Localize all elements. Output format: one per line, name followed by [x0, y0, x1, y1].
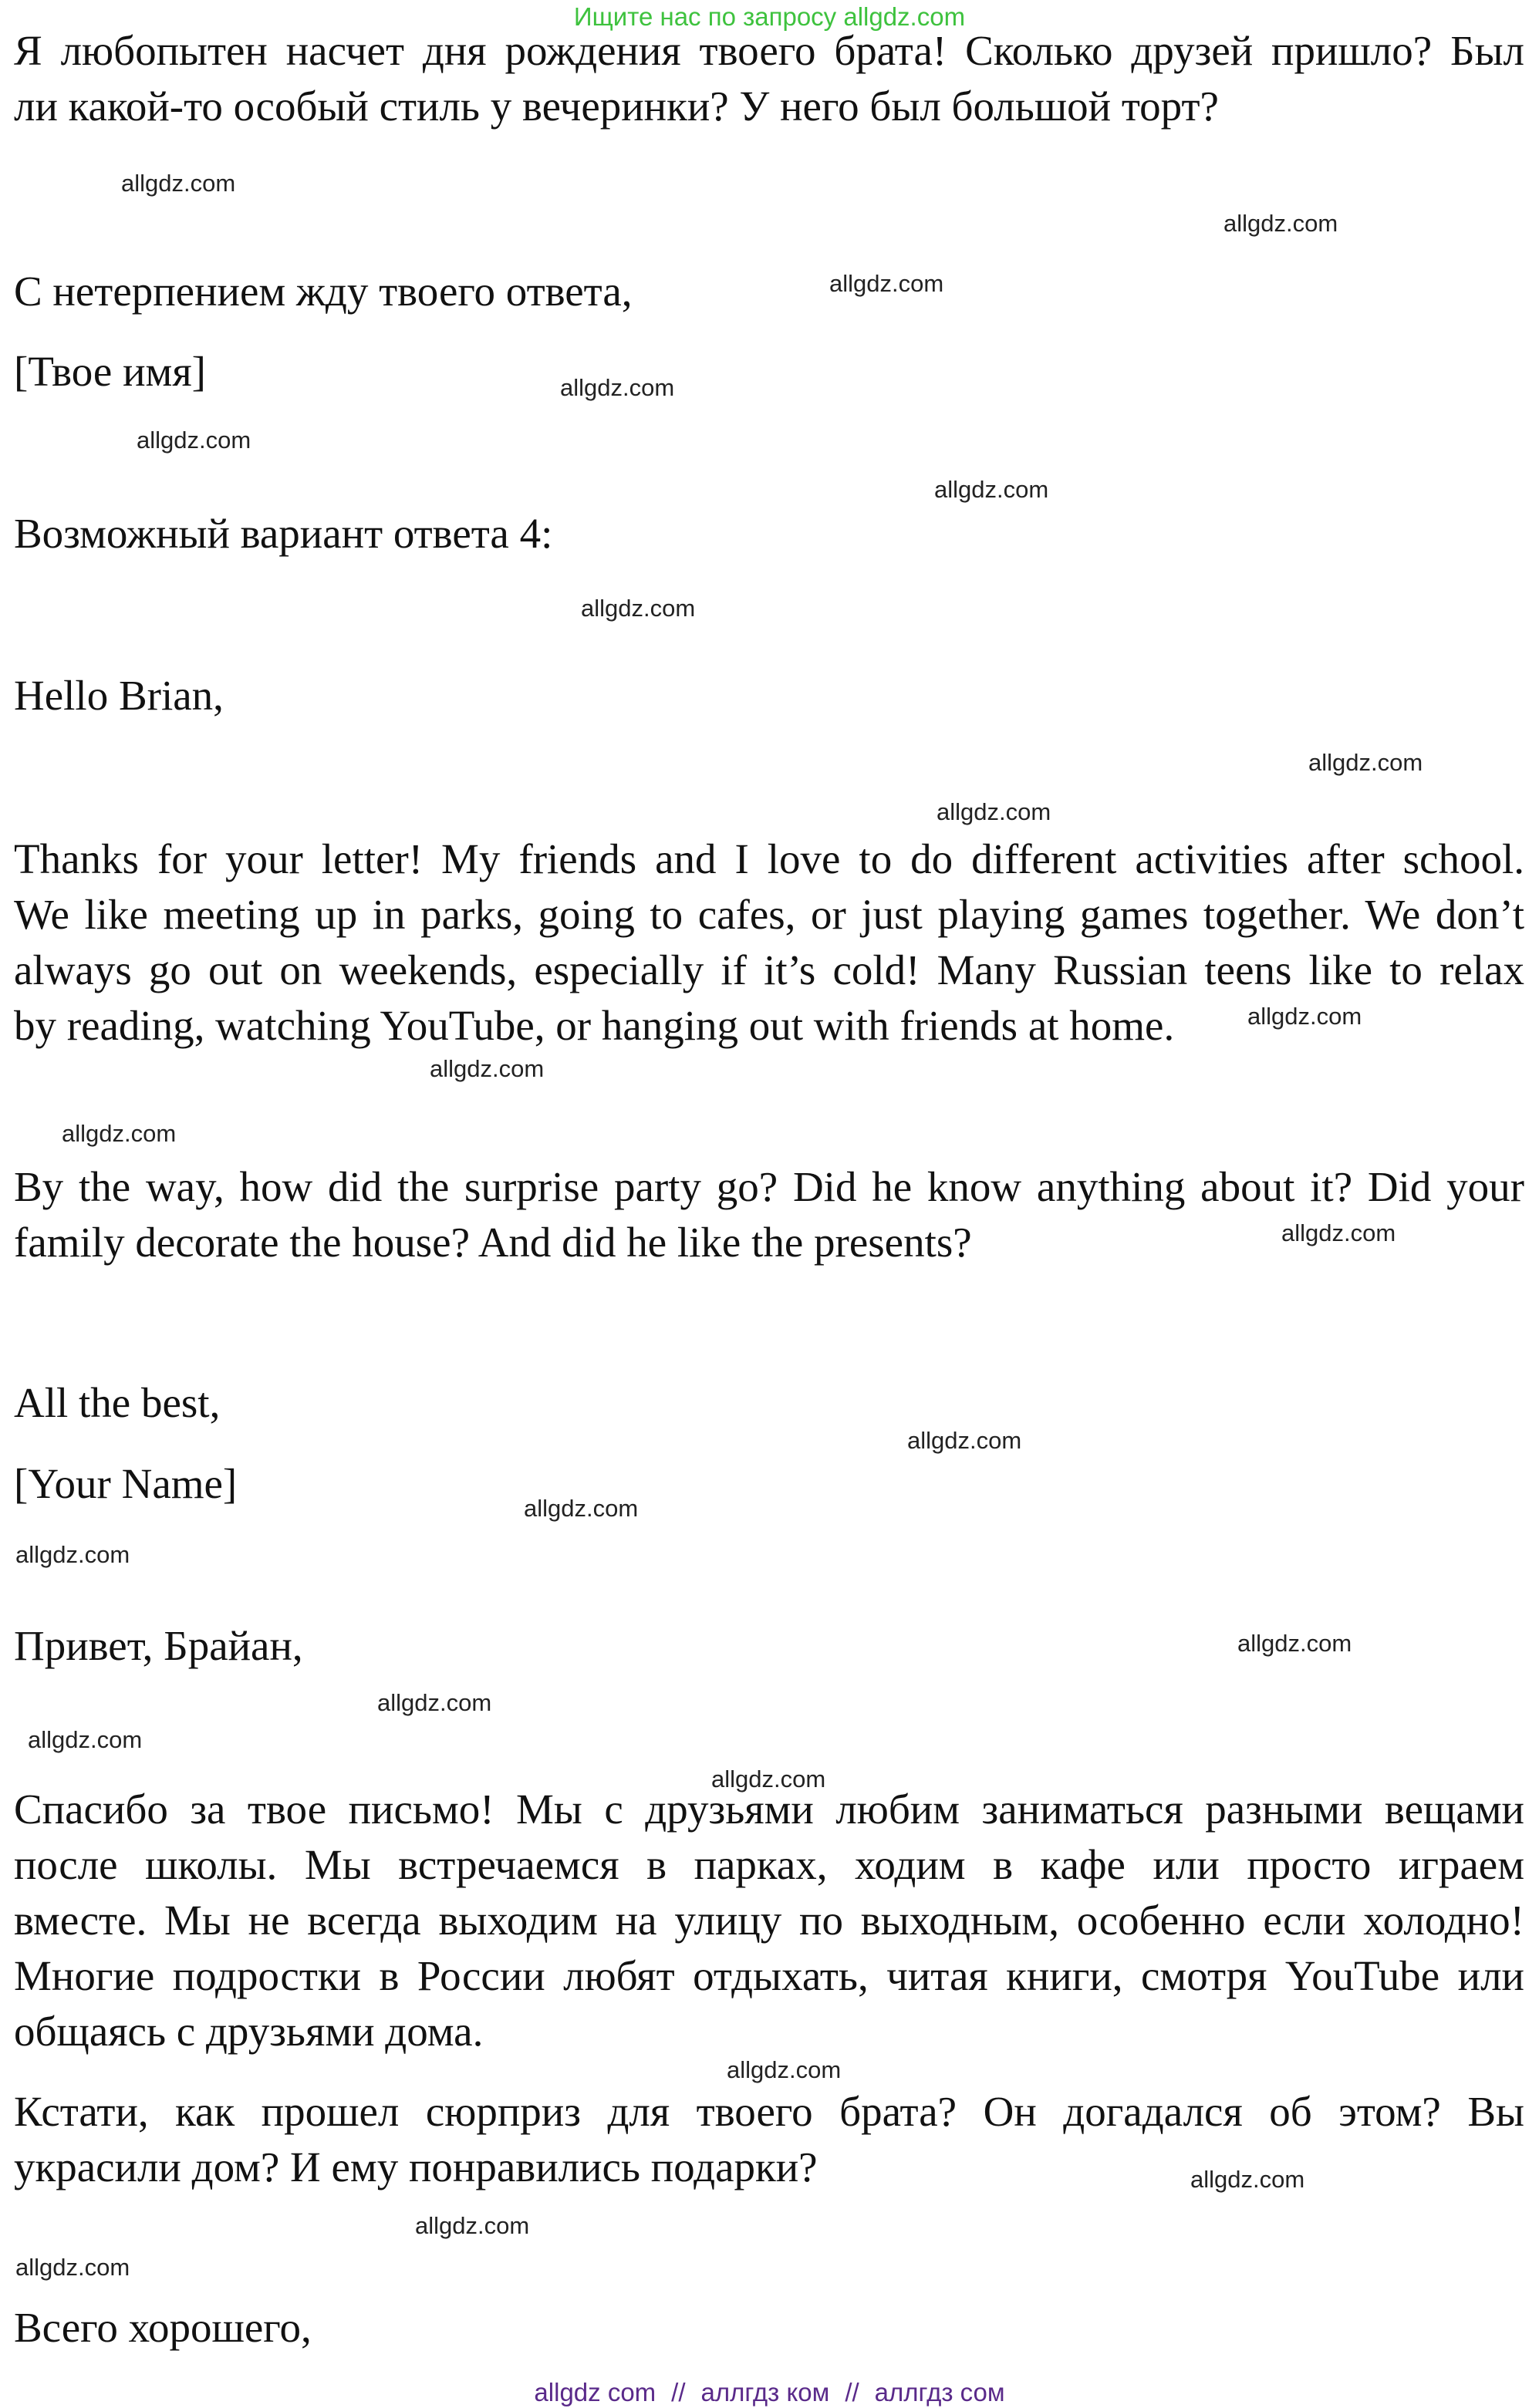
- watermark: allgdz.com: [415, 2212, 530, 2239]
- watermark: allgdz.com: [62, 1120, 177, 1147]
- watermark: allgdz.com: [1281, 1219, 1396, 1246]
- ru-closing-letter: Всего хорошего,: [14, 2304, 312, 2351]
- en-body2-line-1: By the way, how did the surprise party go? Did he know anything about it? Did your: [14, 1163, 1524, 1210]
- watermark: allgdz.com: [1190, 2166, 1305, 2193]
- ru-intro-line-1: Я любопытен насчет дня рождения твоего брата! Сколько друзей пришло? Был: [14, 27, 1524, 74]
- watermark: allgdz.com: [377, 1689, 492, 1716]
- watermark: allgdz.com: [121, 170, 236, 197]
- footer-link-allgdz-ru-alt[interactable]: аллгдз сом: [874, 2378, 1005, 2406]
- en-signature: [Your Name]: [14, 1460, 238, 1507]
- ru-body1-line-4: Многие подростки в России любят отдыхать, читая книги, смотря YouTube или: [14, 1952, 1524, 1999]
- watermark: allgdz.com: [727, 2056, 842, 2083]
- watermark: allgdz.com: [560, 374, 675, 401]
- watermark: allgdz.com: [524, 1495, 639, 1522]
- en-body1-line-2: We like meeting up in parks, going to cafes, or just playing games together. We don’t: [14, 891, 1524, 938]
- ru-body1-line-2: после школы. Мы встречаемся в парках, ходим в кафе или просто играем: [14, 1841, 1524, 1888]
- watermark: allgdz.com: [1247, 1003, 1362, 1030]
- watermark: allgdz.com: [15, 2254, 130, 2281]
- watermark: allgdz.com: [28, 1726, 143, 1753]
- en-body2-line-2: family decorate the house? And did he like the presents?: [14, 1219, 972, 1266]
- watermark: allgdz.com: [15, 1541, 130, 1568]
- header-banner: Ищите нас по запросу allgdz.com: [573, 2, 966, 31]
- watermark: allgdz.com: [829, 270, 944, 297]
- watermark: allgdz.com: [934, 476, 1049, 503]
- footer-separator: //: [671, 2378, 686, 2406]
- en-closing: All the best,: [14, 1379, 221, 1426]
- watermark: allgdz.com: [1308, 749, 1423, 776]
- ru-body1-line-5: общаясь с друзьями дома.: [14, 2008, 484, 2055]
- en-body1-line-3: always go out on weekends, especially if it’s cold! Many Russian teens like to relax: [14, 946, 1524, 993]
- footer-link-allgdz[interactable]: allgdz com: [534, 2378, 656, 2406]
- ru-body2-line-2: украсили дом? И ему понравились подарки?: [14, 2143, 818, 2190]
- ru-body1-line-3: вместе. Мы не всегда выходим на улицу по выходным, особенно если холодно!: [14, 1897, 1524, 1944]
- ru-closing-text: С нетерпением жду твоего ответа,: [14, 268, 633, 315]
- ru-greeting: Привет, Брайан,: [14, 1622, 303, 1669]
- footer-separator: //: [845, 2378, 859, 2406]
- ru-intro-line-2: ли какой-то особый стиль у вечеринки? У него был большой торт?: [14, 83, 1219, 130]
- watermark: allgdz.com: [937, 798, 1051, 825]
- en-body1-line-1: Thanks for your letter! My friends and I love to do different activities after school.: [14, 835, 1524, 882]
- watermark: allgdz.com: [907, 1427, 1022, 1454]
- ru-body-paragraph-1: [14, 1782, 1524, 2059]
- ru-body1-line-1: Спасибо за твое письмо! Мы с друзьями любим заниматься разными вещами: [14, 1786, 1524, 1833]
- en-body1-line-4: by reading, watching YouTube, or hanging out with friends at home.: [14, 1002, 1175, 1049]
- variant-heading: Возможный вариант ответа 4:: [14, 510, 553, 557]
- watermark: allgdz.com: [1223, 210, 1338, 237]
- en-greeting: Hello Brian,: [14, 672, 224, 719]
- watermark: allgdz.com: [711, 1766, 826, 1793]
- watermark: allgdz.com: [137, 427, 251, 454]
- watermark: allgdz.com: [581, 595, 696, 622]
- ru-intro-paragraph: [14, 23, 1524, 134]
- watermark: allgdz.com: [1237, 1630, 1352, 1657]
- ru-body2-line-1: Кстати, как прошел сюрприз для твоего брата? Он догадался об этом? Вы: [14, 2088, 1524, 2135]
- ru-closing-name: [Твое имя]: [14, 348, 206, 395]
- en-body-paragraph-2: [14, 1159, 1524, 1270]
- footer-link-allgdz-ru[interactable]: аллгдз ком: [700, 2378, 830, 2406]
- footer-banner: [0, 2377, 1539, 2408]
- watermark: allgdz.com: [430, 1055, 545, 1082]
